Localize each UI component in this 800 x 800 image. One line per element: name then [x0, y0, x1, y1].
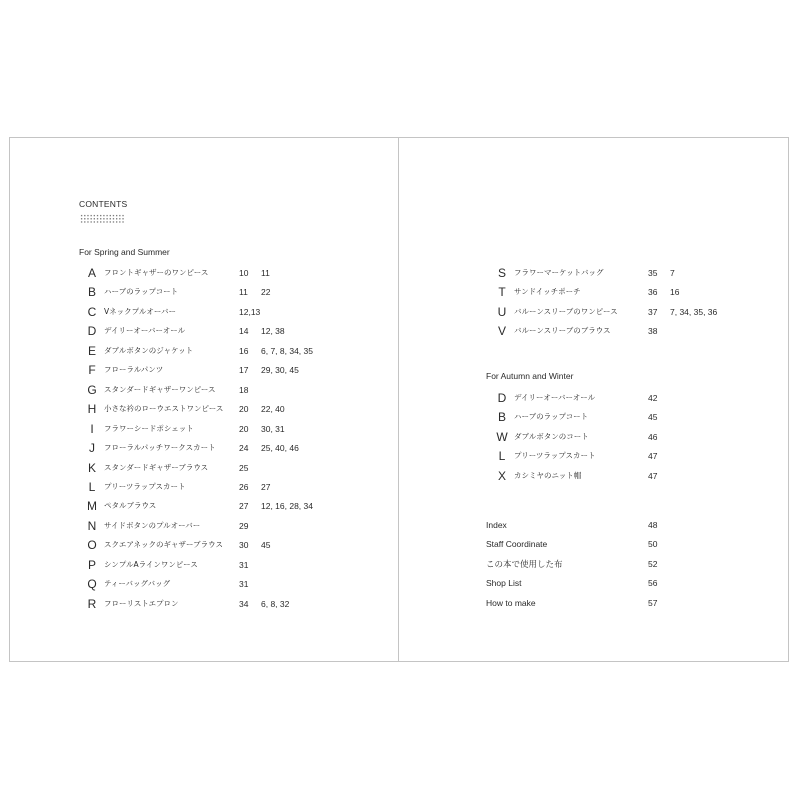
misc-page: 57	[648, 597, 658, 608]
misc-entry	[486, 576, 686, 590]
entry-title: スタンダードギャザーワンピース	[104, 384, 216, 394]
contents-entry	[496, 391, 800, 405]
entry-also-pages: 25, 40, 46	[261, 443, 299, 454]
entry-also-pages: 29, 30, 45	[261, 365, 299, 376]
contents-entry	[496, 430, 800, 444]
entry-also-pages: 27	[261, 481, 271, 492]
entry-letter: H	[87, 402, 97, 417]
entry-title: フローラルパッチワークスカート	[104, 443, 216, 453]
entry-page: 27	[239, 501, 249, 512]
entry-letter: U	[497, 304, 507, 319]
entry-also-pages: 11	[261, 268, 270, 278]
misc-page: 48	[648, 520, 658, 530]
entry-also-pages: 6, 8, 32	[261, 598, 290, 609]
entry-letter: C	[87, 304, 97, 319]
contents-entry	[86, 558, 406, 572]
entry-title: ハーブのラップコート	[104, 287, 179, 297]
entry-letter: B	[87, 285, 96, 300]
entry-page: 36	[648, 287, 658, 298]
entry-letter: E	[87, 343, 96, 358]
contents-entry	[86, 402, 406, 416]
entry-page: 26	[239, 481, 249, 492]
entry-title: ハーブのラップコート	[514, 412, 589, 422]
entry-page: 37	[648, 306, 658, 317]
contents-entry	[496, 266, 800, 280]
contents-entry	[86, 324, 406, 338]
entry-title: サイドボタンのプルオーバー	[104, 520, 201, 530]
contents-entry	[86, 499, 406, 513]
entry-page: 38	[648, 326, 658, 337]
contents-entry	[496, 324, 800, 338]
contents-entry	[86, 461, 406, 475]
entry-also-pages: 45	[261, 540, 271, 551]
contents-entry	[496, 285, 800, 299]
entry-title: ティーバッグバッグ	[104, 579, 171, 589]
contents-entry	[86, 519, 406, 533]
entry-letter: W	[496, 429, 508, 444]
entry-letter: R	[87, 596, 97, 611]
entry-letter: J	[89, 441, 95, 456]
entry-page: 25	[239, 462, 249, 473]
entry-page: 16	[239, 345, 249, 356]
contents-entry	[86, 344, 406, 358]
entry-letter: V	[497, 324, 506, 339]
entry-title: フローラルパンツ	[104, 365, 164, 375]
misc-entry	[486, 537, 686, 551]
section-heading-autumn-winter: For Autumn and Winter	[486, 371, 574, 381]
entry-page: 20	[239, 423, 249, 434]
contents-title: CONTENTS	[79, 199, 128, 209]
misc-entry	[486, 557, 686, 571]
entry-letter: X	[497, 468, 506, 483]
entry-letter: N	[87, 518, 97, 533]
misc-label: Index	[486, 520, 507, 530]
entry-title: スタンダードギャザーブラウス	[104, 462, 209, 472]
contents-entry	[86, 480, 406, 494]
entry-title: サンドイッチポーチ	[514, 287, 581, 297]
entry-also-pages: 7, 34, 35, 36	[670, 306, 718, 317]
misc-label: Staff Coordinate	[486, 539, 548, 550]
entry-letter: L	[88, 479, 96, 494]
contents-entry	[86, 285, 406, 299]
entry-title: ダブルボタンのコート	[514, 431, 589, 441]
entry-title: フラワーシードポシェット	[104, 423, 194, 433]
entry-also-pages: 7	[670, 268, 675, 278]
contents-entry	[86, 383, 406, 397]
entry-also-pages: 22	[261, 287, 271, 298]
entry-letter: F	[88, 363, 96, 378]
entry-page: 46	[648, 431, 658, 442]
entry-title: デイリーオーバーオール	[514, 393, 596, 402]
contents-entry	[496, 449, 800, 463]
entry-title: デイリーオーバーオール	[104, 326, 186, 336]
entry-letter: Q	[87, 577, 97, 592]
entry-page: 20	[239, 404, 249, 415]
entry-page: 12,13	[239, 306, 261, 317]
entry-also-pages: 6, 7, 8, 34, 35	[261, 345, 313, 356]
entry-title: スクエアネックのギャザーブラウス	[104, 540, 223, 550]
entry-also-pages: 16	[670, 287, 680, 298]
entry-letter: B	[497, 410, 506, 425]
entry-page: 45	[648, 412, 658, 423]
entry-title: ペタルブラウス	[104, 501, 157, 511]
contents-entry	[86, 577, 406, 591]
dotted-underline	[80, 214, 124, 224]
entry-title: ダブルボタンのジャケット	[104, 345, 194, 355]
misc-page: 56	[648, 578, 658, 589]
entry-letter: G	[87, 382, 97, 397]
entry-letter: L	[498, 449, 506, 464]
entry-page: 34	[239, 598, 249, 609]
entry-page: 31	[239, 559, 249, 570]
entry-letter: K	[87, 460, 96, 475]
contents-entry	[86, 305, 406, 319]
entry-also-pages: 12, 16, 28, 34	[261, 501, 313, 512]
entry-page: 47	[648, 451, 658, 462]
entry-page: 18	[239, 384, 249, 395]
contents-entry	[86, 266, 406, 280]
misc-page: 52	[648, 558, 658, 569]
entry-title: バルーンスリーブのブラウス	[514, 326, 611, 336]
contents-entry	[496, 410, 800, 424]
entry-title: Vネックプルオーバー	[104, 306, 176, 316]
entry-title: フラワーマーケットバッグ	[514, 268, 604, 277]
misc-page: 50	[648, 539, 658, 550]
entry-page: 24	[239, 443, 249, 454]
entry-title: プリーツラップスカート	[104, 481, 186, 491]
entry-page: 42	[648, 393, 658, 403]
entry-also-pages: 22, 40	[261, 404, 285, 415]
entry-also-pages: 12, 38	[261, 326, 285, 337]
contents-entry	[86, 597, 406, 611]
entry-title: シンプルAラインワンピース	[104, 559, 198, 569]
entry-page: 47	[648, 470, 658, 481]
section-heading-spring-summer: For Spring and Summer	[79, 247, 170, 257]
entry-letter: S	[497, 266, 506, 280]
misc-label: この本で使用した布	[486, 558, 563, 569]
entry-page: 29	[239, 520, 249, 531]
entry-letter: A	[87, 266, 96, 280]
entry-page: 10	[239, 268, 249, 278]
entry-title: 小さな衿のローウエストワンピース	[104, 404, 224, 414]
entry-also-pages: 30, 31	[261, 423, 285, 434]
contents-entry	[86, 363, 406, 377]
entry-letter: P	[87, 557, 96, 572]
contents-entry	[86, 422, 406, 436]
entry-letter: D	[497, 391, 507, 405]
entry-title: カシミヤのニット帽	[514, 470, 582, 480]
contents-entry	[86, 538, 406, 552]
entry-title: フロントギャザーのワンピース	[104, 268, 209, 277]
entry-letter: T	[498, 285, 506, 300]
misc-entry	[486, 518, 686, 532]
misc-entry	[486, 596, 686, 610]
contents-entry	[86, 441, 406, 455]
entry-page: 17	[239, 365, 249, 376]
entry-title: フローリストエプロン	[104, 598, 179, 608]
entry-page: 35	[648, 268, 658, 278]
entry-page: 11	[239, 287, 248, 298]
entry-title: プリーツラップスカート	[514, 451, 596, 461]
entry-letter: M	[87, 499, 97, 514]
misc-label: Shop List	[486, 578, 522, 589]
entry-title: バルーンスリーブのワンピース	[514, 306, 618, 316]
entry-page: 31	[239, 579, 249, 590]
contents-entry	[496, 305, 800, 319]
entry-letter: D	[87, 324, 97, 339]
misc-label: How to make	[486, 597, 536, 608]
entry-page: 14	[239, 326, 249, 337]
entry-page: 30	[239, 540, 249, 551]
entry-letter: O	[87, 538, 97, 553]
contents-entry	[496, 469, 800, 483]
entry-letter: I	[90, 421, 94, 436]
